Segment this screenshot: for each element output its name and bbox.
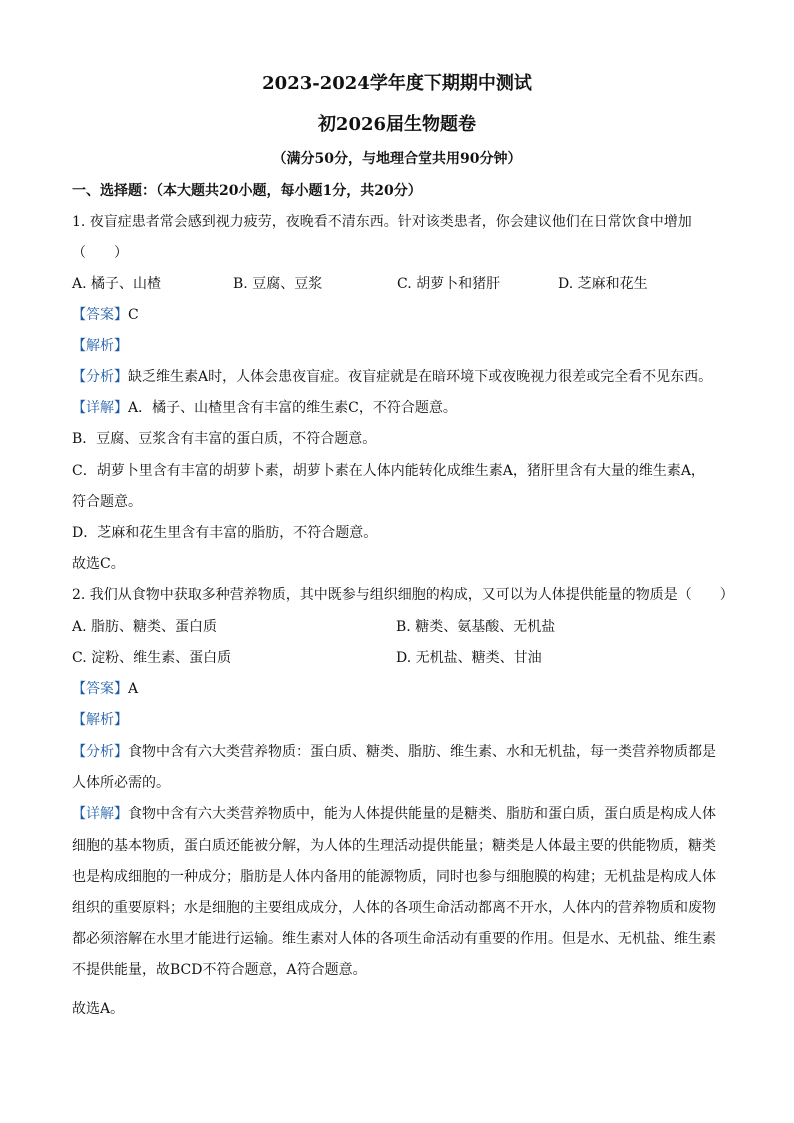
q1-stem-line2: （ ） [72, 245, 128, 261]
q1-stem-line1: 1. 夜盲症患者常会感到视力疲劳，夜晚看不清东西。针对该类患者，你会建议他们在日常饮食中增加 [72, 214, 692, 230]
analysis-label: 【分析】 [72, 744, 128, 760]
q2-detail-2: 细胞的基本物质，蛋白质还能被分解，为人体的生理活动提供能量；糖类是人体最主要的供能物质，糖类 [72, 838, 716, 854]
q2-analysis-1 [72, 742, 722, 762]
q2-detail-3: 也是构成细胞的一种成分；脂肪是人体内备用的能源物质，同时也参与细胞膜的构建；无机盐是构成人体 [72, 869, 716, 885]
q1-answer [72, 305, 722, 325]
q2-stem: 2. 我们从食物中获取多种营养物质，其中既参与组织细胞的构成，又可以为人体提供能量的物质是（ ） [72, 587, 734, 603]
analysis-label: 【分析】 [72, 369, 128, 385]
detail-label: 【详解】 [72, 806, 128, 822]
detail-label: 【详解】 [72, 400, 128, 416]
q2-explain [72, 710, 722, 730]
q2-detail-5: 都必须溶解在水里才能进行运输。维生素对人体的各项生命活动有重要的作用。但是水、无机盐、维生素 [72, 931, 716, 947]
answer-value: C [128, 307, 139, 323]
exam-title: 2023-2024学年度下期期中测试 [262, 73, 532, 94]
answer-label: 【答案】 [72, 307, 128, 323]
q2-options-row2 [72, 648, 732, 668]
q2-option-d: D. 无机盐、糖类、甘油 [396, 650, 542, 666]
q1-option-b: B. 豆腐、豆浆 [233, 276, 323, 292]
exam-subtitle: 初2026届生物题卷 [317, 114, 477, 135]
q1-detail-c1: C．胡萝卜里含有丰富的胡萝卜素，胡萝卜素在人体内能转化成维生素A，猪肝里含有大量的维生素A， [72, 463, 705, 479]
q1-conclusion: 故选C。 [72, 556, 125, 572]
analysis-text: 缺乏维生素A时，人体会患夜盲症。夜盲症就是在暗环境下或夜晚视力很差或完全看不见东西。 [128, 369, 713, 385]
q1-option-d: D. 芝麻和花生 [558, 276, 648, 292]
section-heading: 一、选择题：（本大题共20小题，每小题1分，共20分） [72, 183, 422, 199]
q2-options-row1 [72, 617, 732, 637]
q1-detail-a [72, 398, 722, 418]
analysis-text: 食物中含有六大类营养物质：蛋白质、糖类、脂肪、维生素、水和无机盐，每一类营养物质都是 [128, 744, 716, 760]
q2-option-c: C. 淀粉、维生素、蛋白质 [72, 650, 232, 666]
q1-explain [72, 336, 722, 356]
q2-detail-6: 不提供能量，故BCD不符合题意，A符合题意。 [72, 962, 367, 978]
q2-answer [72, 679, 722, 699]
q1-detail-c2: 符合题意。 [72, 494, 142, 510]
q2-detail-1 [72, 804, 722, 824]
q2-analysis-2: 人体所必需的。 [72, 775, 170, 791]
explain-label: 【解析】 [72, 338, 128, 354]
explain-label: 【解析】 [72, 712, 128, 728]
q1-analysis [72, 367, 722, 387]
q2-option-a: A. 脂肪、糖类、蛋白质 [72, 619, 218, 635]
exam-note: （满分50分，与地理合堂共用90分钟） [272, 151, 522, 167]
detail-text: 食物中含有六大类营养物质中，能为人体提供能量的是糖类、脂肪和蛋白质，蛋白质是构成人体 [128, 806, 716, 822]
q2-option-b: B. 糖类、氨基酸、无机盐 [396, 619, 556, 635]
answer-label: 【答案】 [72, 681, 128, 697]
q2-conclusion: 故选A。 [72, 1001, 125, 1017]
q1-options [72, 274, 732, 294]
q1-option-a: A. 橘子、山楂 [72, 276, 162, 292]
q1-detail-b: B．豆腐、豆浆含有丰富的蛋白质，不符合题意。 [72, 431, 377, 447]
q1-option-c: C. 胡萝卜和猪肝 [397, 276, 501, 292]
detail-text: A．橘子、山楂里含有丰富的维生素C，不符合题意。 [128, 400, 457, 416]
q1-detail-d: D．芝麻和花生里含有丰富的脂肪，不符合题意。 [72, 525, 378, 541]
q2-detail-4: 组织的重要原料；水是细胞的主要组成成分，人体的各项生命活动都离不开水，人体内的营养物质和废物 [72, 900, 716, 916]
answer-value: A [128, 681, 139, 697]
